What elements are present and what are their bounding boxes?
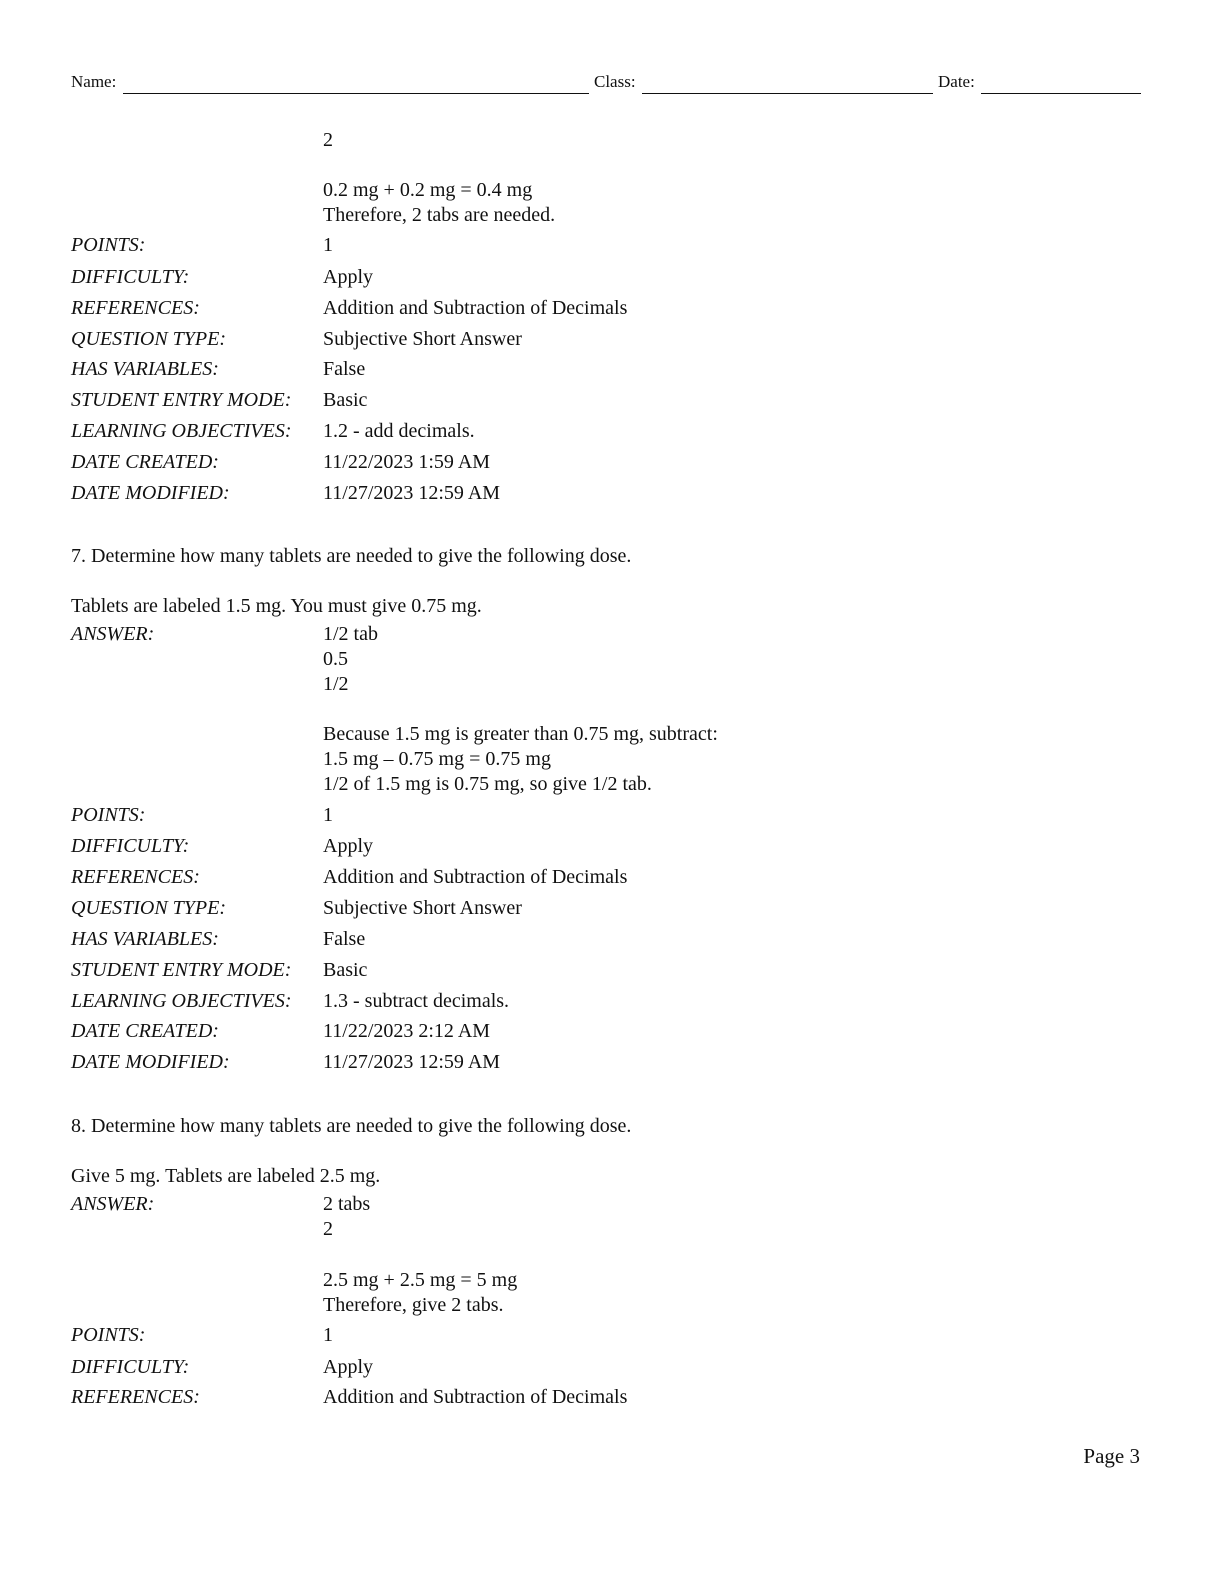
- field-label: DATE MODIFIED:: [71, 482, 230, 504]
- field-value: 1: [323, 234, 333, 256]
- field-value: 1/2 tab: [323, 623, 378, 645]
- answer-line: Therefore, give 2 tabs.: [323, 1294, 504, 1316]
- field-value: Basic: [323, 959, 368, 981]
- date-underline: [981, 93, 1141, 94]
- question-text: Tablets are labeled 1.5 mg. You must give 0.75 mg.: [71, 595, 482, 617]
- field-label: STUDENT ENTRY MODE:: [71, 389, 292, 411]
- field-label: REFERENCES:: [71, 297, 200, 319]
- question-text: Give 5 mg. Tablets are labeled 2.5 mg.: [71, 1165, 381, 1187]
- field-label: HAS VARIABLES:: [71, 358, 219, 380]
- page-number: Page 3: [1083, 1444, 1140, 1468]
- field-value: 2 tabs: [323, 1193, 371, 1215]
- field-label: POINTS:: [71, 804, 146, 826]
- field-value: Basic: [323, 389, 368, 411]
- field-value: Subjective Short Answer: [323, 328, 522, 350]
- field-value: Apply: [323, 1356, 373, 1378]
- answer-line: 0.5: [323, 648, 348, 670]
- field-value: 11/22/2023 1:59 AM: [323, 451, 491, 473]
- answer-line: 1.5 mg – 0.75 mg = 0.75 mg: [323, 748, 551, 770]
- field-value: 11/22/2023 2:12 AM: [323, 1020, 491, 1042]
- field-label: POINTS:: [71, 234, 146, 256]
- field-label: LEARNING OBJECTIVES:: [71, 420, 292, 442]
- date-label: Date:: [938, 72, 975, 91]
- field-label: QUESTION TYPE:: [71, 328, 227, 350]
- class-label: Class:: [594, 72, 636, 91]
- field-label: DIFFICULTY:: [71, 1356, 190, 1378]
- answer-line: 1/2 of 1.5 mg is 0.75 mg, so give 1/2 tab.: [323, 773, 652, 795]
- answer-line: 2: [323, 1218, 333, 1240]
- field-label: REFERENCES:: [71, 1386, 200, 1408]
- field-value: Addition and Subtraction of Decimals: [323, 1386, 628, 1408]
- answer-line: 0.2 mg + 0.2 mg = 0.4 mg: [323, 179, 533, 201]
- class-underline: [642, 93, 933, 94]
- field-value: Addition and Subtraction of Decimals: [323, 297, 628, 319]
- field-value: 1.3 - subtract decimals.: [323, 990, 510, 1012]
- field-label: HAS VARIABLES:: [71, 928, 219, 950]
- field-value: 1: [323, 804, 333, 826]
- question-text: 8. Determine how many tablets are needed to give the following dose.: [71, 1115, 632, 1137]
- header: [71, 70, 1141, 98]
- field-label: LEARNING OBJECTIVES:: [71, 990, 292, 1012]
- field-label: ANSWER:: [71, 1193, 155, 1215]
- field-label: ANSWER:: [71, 623, 155, 645]
- field-value: Addition and Subtraction of Decimals: [323, 866, 628, 888]
- field-value: 11/27/2023 12:59 AM: [323, 1051, 501, 1073]
- field-value: 11/27/2023 12:59 AM: [323, 482, 501, 504]
- field-value: Apply: [323, 266, 373, 288]
- field-label: POINTS:: [71, 1324, 146, 1346]
- name-underline: [123, 93, 589, 94]
- answer-line: Because 1.5 mg is greater than 0.75 mg, subtract:: [323, 723, 718, 745]
- answer-line: Therefore, 2 tabs are needed.: [323, 204, 556, 226]
- field-value: Subjective Short Answer: [323, 897, 522, 919]
- name-label: Name:: [71, 72, 117, 91]
- field-label: DIFFICULTY:: [71, 266, 190, 288]
- field-label: QUESTION TYPE:: [71, 897, 227, 919]
- field-label: DATE CREATED:: [71, 451, 219, 473]
- field-label: DIFFICULTY:: [71, 835, 190, 857]
- answer-line: 2: [323, 129, 333, 151]
- field-label: REFERENCES:: [71, 866, 200, 888]
- field-value: False: [323, 928, 366, 950]
- answer-line: 2.5 mg + 2.5 mg = 5 mg: [323, 1269, 518, 1291]
- field-value: False: [323, 358, 366, 380]
- field-label: STUDENT ENTRY MODE:: [71, 959, 292, 981]
- field-value: Apply: [323, 835, 373, 857]
- field-label: DATE CREATED:: [71, 1020, 219, 1042]
- field-value: 1: [323, 1324, 333, 1346]
- question-text: 7. Determine how many tablets are needed to give the following dose.: [71, 545, 632, 567]
- field-label: DATE MODIFIED:: [71, 1051, 230, 1073]
- field-value: 1.2 - add decimals.: [323, 420, 475, 442]
- answer-line: 1/2: [323, 673, 349, 695]
